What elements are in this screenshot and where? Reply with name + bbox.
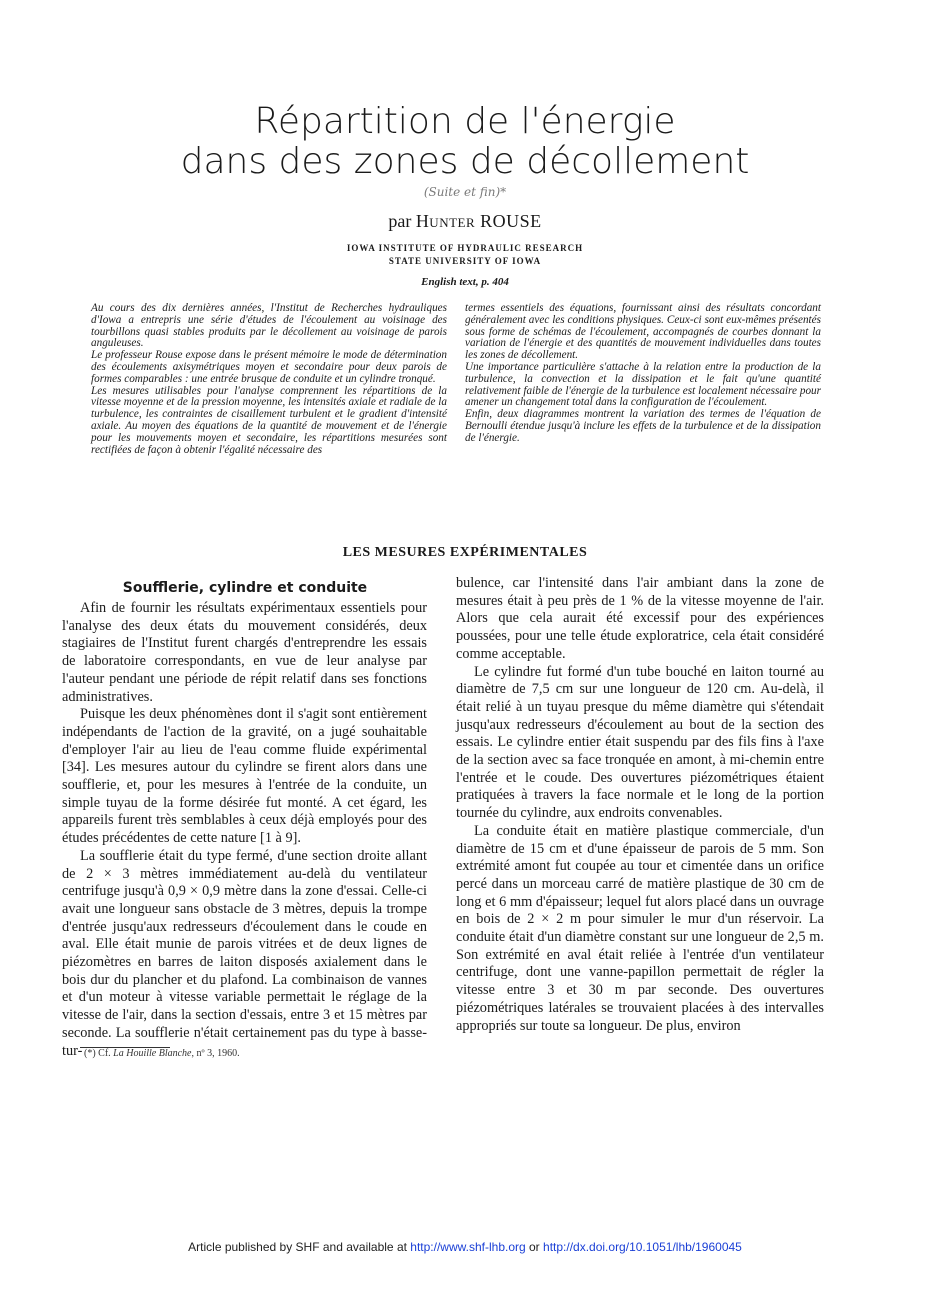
body-left-column bbox=[62, 600, 427, 1060]
footnote-mark: (*) Cf. bbox=[84, 1048, 111, 1059]
body-paragraph: Le cylindre fut formé d'un tube bouché en laiton tourné au diamètre de 7,5 cm sur une longueur de 120 cm. Au-delà, il était relié à un tuyau presque du même diamètre qui s'étendait jusqu'aux redresseurs d'écoulement au bout de la section des essais. Le cylindre entier était suspendu par des fils fins à l'axe de la section avec sa face tronquée en amont, à mi-chemin entre l'entrée et le coude. Des ouvertures piézométriques étaient pratiquées à travers la face normale et le long de la portion tournée du cylindre, aux endroits convenables. bbox=[456, 663, 824, 822]
english-text-reference: English text, p. 404 bbox=[421, 276, 509, 288]
footnote bbox=[84, 1048, 414, 1059]
footer-link-doi[interactable]: http://dx.doi.org/10.1051/lhb/1960045 bbox=[543, 1240, 742, 1254]
body-paragraph: Afin de fournir les résultats expérimentaux essentiels pour l'analyse des deux états du mouvement considérés, deux stagiaires de l'Institut furent chargés d'entreprendre les essais de laboratoire correspondants, en vue de leur analyse par l'auteur pendant une période de répit relatif dans ses fonctions administratives. bbox=[62, 600, 427, 705]
article-subtitle: (Suite et fin)* bbox=[423, 185, 507, 199]
body-paragraph: bulence, car l'intensité dans l'air ambiant dans la zone de mesures était à peu près de 1 % de la vitesse moyenne de l'air. Alors que cela aurait été excessif pour des expériences poussées, pour une telle étude exploratrice, cela était considéré comme acceptable. bbox=[456, 575, 824, 662]
body-right-column bbox=[456, 575, 824, 1035]
body-paragraph: La conduite était en matière plastique commerciale, d'un diamètre de 15 cm et d'une épaisseur de parois de 5 mm. Son extrémité amont fut coupée au tour et cimentée dans un orifice percé dans un morceau carré de matière plastique de 30 cm de long et 6 mm d'épaisseur; lequel fut alors placé dans un ouvrage en bois de 2 × 2 m pour simuler le mur d'un réservoir. La conduite était d'un diamètre constant sur une longueur de 2,5 m. Son extrémité en aval était reliée à l'entrée d'un ventilateur centrifuge, dont une vanne-papillon permettait de régler la vitesse entre 3 et 30 m par seconde. Des ouvertures piézométriques latérales se trouvaient placées à des intervalles appropriés sur toute sa longueur. De plus, environ bbox=[456, 822, 824, 1034]
footer-prefix: Article published by SHF and available at bbox=[188, 1240, 411, 1254]
section-heading: LES MESURES EXPÉRIMENTALES bbox=[342, 545, 588, 560]
article-title-line-2: dans des zones de décollement bbox=[180, 141, 750, 182]
byline bbox=[0, 211, 930, 232]
abstract-paragraph: Une importance particulière s'attache à la relation entre la production de la turbulence, la convection et la dissipation et le fait qu'une quantité relativement faible de l'énergie de la turbulence est localement nécessaire pour amener un changement total dans la configuration de l'écoulement. bbox=[465, 360, 821, 409]
article-title-line-1: Répartition de l'énergie bbox=[254, 101, 676, 142]
abstract-right-column bbox=[465, 303, 821, 445]
affiliation-line-1: IOWA INSTITUTE OF HYDRAULIC RESEARCH bbox=[346, 243, 584, 253]
abstract-paragraph: Les mesures utilisables pour l'analyse comprennent les répartitions de la vitesse moyenne et de la pression moyenne, les intensités axiale et radiale de la turbulence, les contraintes de cisaillement turbulent et le gradient d'intensité axiale. Au moyen des équations de la quantité de mouvement et de l'énergie pour les mouvements moyen et secondaire, les répartitions mesurées sont rectifiées de façon à obtenir l'égalité nécessaire des bbox=[91, 384, 447, 456]
subsection-heading: Soufflerie, cylindre et conduite bbox=[122, 580, 368, 596]
footer-middle: or bbox=[525, 1240, 544, 1254]
publication-footer bbox=[0, 1240, 930, 1254]
abstract-paragraph: Enfin, deux diagrammes montrent la variation des termes de l'équation de Bernoulli étendue jusqu'à inclure les effets de la turbulence et de la dissipation de l'énergie. bbox=[465, 408, 821, 444]
footnote-ref: , nº 3, 1960. bbox=[191, 1048, 240, 1059]
byline-by: par bbox=[388, 211, 412, 231]
author-name: Hunter ROUSE bbox=[415, 211, 542, 231]
abstract-paragraph: termes essentiels des équations, fournissant ainsi des résultats concordant généralement avec les conditions physiques. Ceux-ci sont eux-mêmes présentés sous forme de schémas de l'écoulement, accompagnés de courbes donnant la variation de l'énergie et des quantités de mouvement individuelles dans toutes les zones de décollement. bbox=[465, 302, 821, 362]
abstract-paragraph: Au cours des dix dernières années, l'Institut de Recherches hydrauliques d'Iowa a entrepris une série d'études de l'écoulement au voisinage des tourbillons quasi stables produits par le décollement au voisinage de parois anguleuses. bbox=[91, 302, 447, 350]
footer-link-shf[interactable]: http://www.shf-lhb.org bbox=[410, 1240, 526, 1254]
body-paragraph: Puisque les deux phénomènes dont il s'agit sont entièrement indépendants de l'action de la gravité, on a jugé souhaitable d'employer l'air au lieu de l'eau comme fluide expérimental [34]. Les mesures autour du cylindre se firent alors dans une soufflerie, et, pour les mesures à l'entrée de la conduite, un simple tuyau de la forme désirée fut monté. A cet égard, les appareils furent très semblables à ceux déjà employés pour des études précédentes de cette nature [1 à 9]. bbox=[62, 706, 427, 847]
affiliation-line-2: STATE UNIVERSITY OF IOWA bbox=[388, 256, 542, 266]
body-paragraph: La soufflerie était du type fermé, d'une section droite allant de 2 × 3 mètres immédiatement au-delà du ventilateur centrifuge jusqu'à 0,9 × 0,9 mètre dans la zone d'essai. Celle-ci avait une longueur sans obstacle de 3 mètres, depuis la trompe d'entrée jusqu'aux redresseurs d'écoulement dans le coude en aval. Elle était munie de parois vitrées et de deux lignes de piézomètres en barres de laiton disposés axialement dans le bois dur du plancher et du plafond. La combinaison de vannes et d'un moteur à vitesse variable permettait le réglage de la vitesse de l'air, dans la section d'essais, entre 3 et 15 mètres par seconde. La soufflerie n'était certainement pas du type à basse-tur- bbox=[62, 847, 427, 1059]
abstract-paragraph: Le professeur Rouse expose dans le présent mémoire le mode de détermination des écoulements axisymétriques moyen et secondaire pour deux parois de formes comparables : une entrée brusque de conduite et un cylindre tronqué. bbox=[91, 349, 447, 385]
abstract-left-column bbox=[91, 303, 447, 456]
footnote-journal: La Houille Blanche bbox=[113, 1048, 192, 1059]
